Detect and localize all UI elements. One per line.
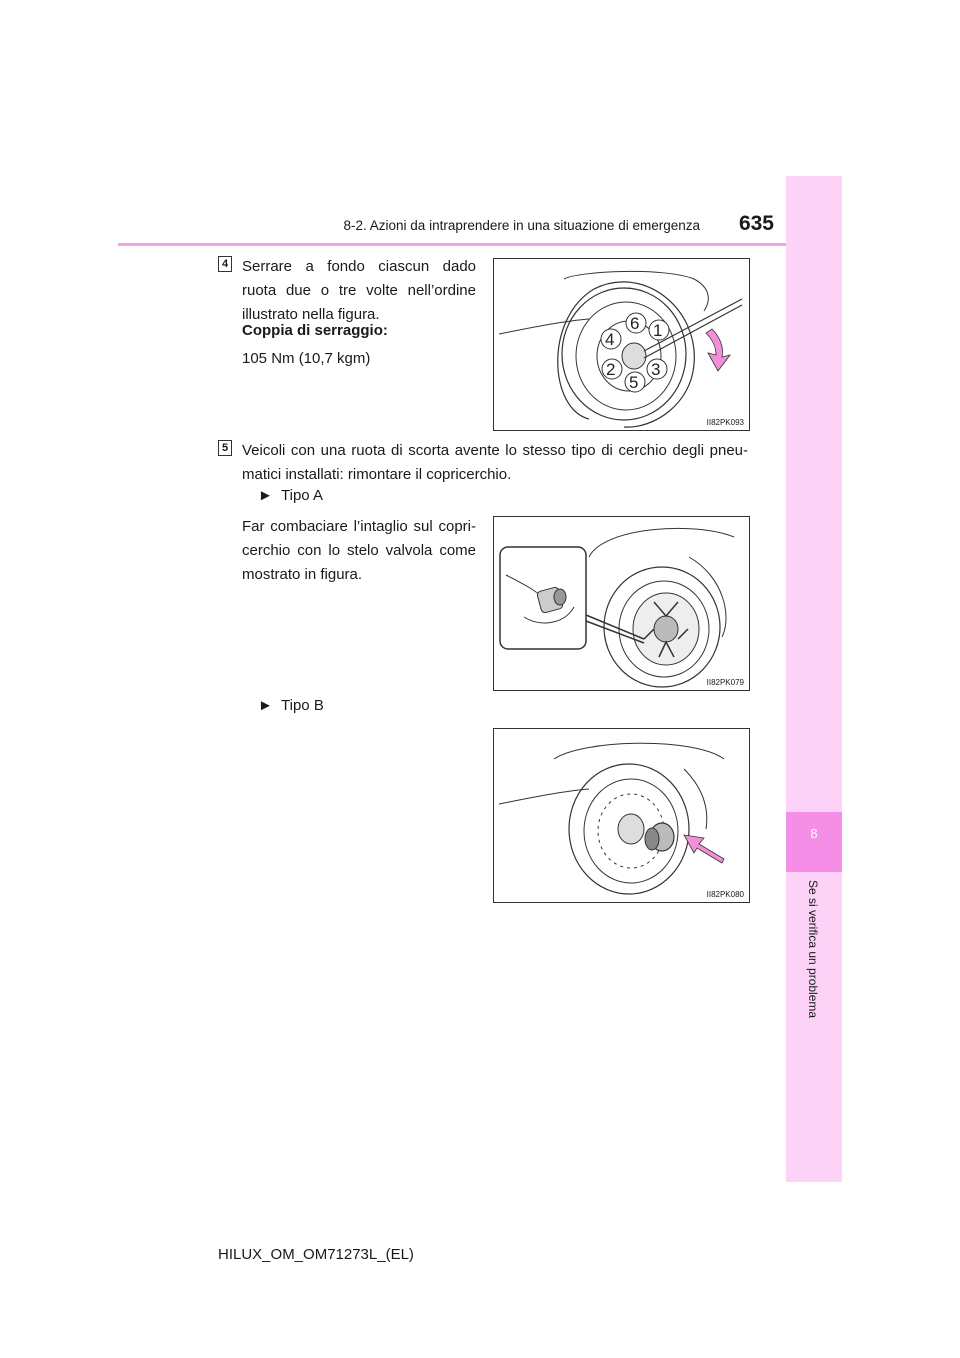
chapter-tab [786,812,842,872]
nut-number: 2 [606,360,616,379]
nut-number: 3 [651,360,661,379]
triangle-bullet-icon: ► [258,697,273,714]
type-a-label: Tipo A [281,487,323,504]
nut-number: 5 [629,373,639,392]
header-divider [118,243,840,246]
type-b-label: Tipo B [281,697,324,714]
step-4-text: Serrare a fondo ciascun dado ruota due o tre volte nell’ordine illustrato nella figura. [242,258,476,323]
chapter-title-vertical [806,880,822,1040]
step-5-text: Veicoli con una ruota di scorta avente lo stesso tipo di cerchio degli pneu-matici installati: rimontare il copricerchio. [242,442,748,483]
figure-wheel-cap-type-a [493,516,750,691]
torque-label: Coppia di serraggio: [242,322,388,339]
tighten-arrow-icon [706,329,730,371]
figure-code: II82PK093 [706,418,744,427]
figure-code: II82PK079 [706,678,744,687]
wheel-nut-illustration [494,259,749,430]
wheel-cap-install-illustration [494,729,749,902]
torque-value: 105 Nm (10,7 kgm) [242,350,371,367]
document-id: HILUX_OM_OM71273L_(EL) [218,1246,414,1263]
section-title: 8-2. Azioni da intraprendere in una situazione di emergenza [343,218,700,233]
page-number: 635 [738,212,774,235]
step-number-badge: 4 [218,256,232,272]
figure-lug-nut-order [493,258,750,431]
wheel-cap-valve-illustration [494,517,749,690]
type-a-heading [258,487,323,504]
chapter-title: Se si verifica un problema [806,880,820,1019]
type-a-text: Far combaciare l’intaglio sul copri-cerchio con lo stelo valvola come mostrato in figura. [242,518,476,583]
nut-number: 6 [630,314,640,333]
push-arrow-icon [684,835,724,863]
step-number-badge: 5 [218,440,232,456]
nut-number: 1 [653,321,663,340]
figure-code: II82PK080 [706,890,744,899]
nut-number: 4 [605,330,615,349]
type-b-heading [258,697,324,714]
figure-wheel-cap-type-b [493,728,750,903]
triangle-bullet-icon: ► [258,487,273,504]
chapter-number: 8 [810,826,818,841]
